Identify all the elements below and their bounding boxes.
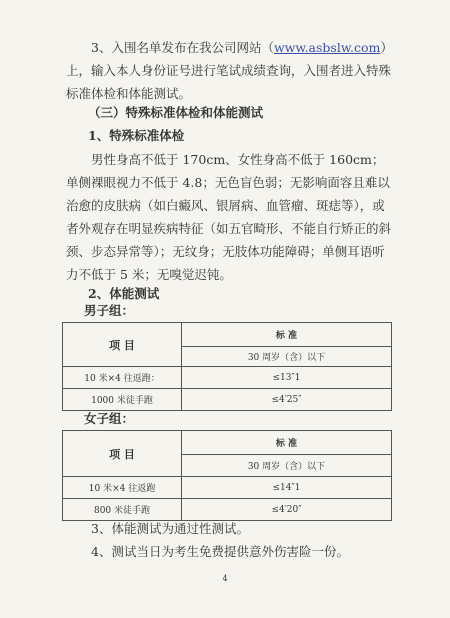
female-col-item: 项 目 <box>63 431 182 477</box>
male-row2-std: ≤4′25″ <box>182 389 392 411</box>
item3b-text: 3、体能测试为通过性测试。 <box>91 521 249 536</box>
item3-paragraph <box>66 36 396 105</box>
male-age-range: 30 周岁（含）以下 <box>182 347 392 367</box>
item3-prefix: 3、入围名单发布在我公司网站（ <box>91 40 274 55</box>
table-row <box>63 389 392 411</box>
sub1-text: 男性身高不低于 170cm、女性身高不低于 160cm；单侧裸眼视力不低于 4.8；无色盲色弱；无影响面容且难以治愈的皮肤病（如白癜风、银屑病、血管瘤、斑痣等），或者外观存在明显疾病特征（如五官畸形、不能自行矫正的斜颈、步态异常等）；无纹身；无肢体功能障碍；单侧耳语听力不低于 5 米；无嗅觉迟钝。 <box>66 152 392 282</box>
website-link[interactable]: www.asbslw.com <box>273 40 381 55</box>
male-col-std: 标 准 <box>182 323 392 347</box>
male-col-item: 项 目 <box>63 323 182 367</box>
table-row <box>63 367 392 389</box>
item3-suffix: ）上，输入本人身份证号进行笔试成绩查询，入围者进入特殊标准体检和体能测试。 <box>66 40 393 101</box>
male-row2-item: 1000 米徒手跑 <box>63 389 182 411</box>
sub2-title: 2、体能测试 <box>88 286 160 301</box>
female-row2-std: ≤4′20″ <box>182 499 392 521</box>
item4-text: 4、测试当日为考生免费提供意外伤害险一份。 <box>91 544 349 559</box>
male-row1-std: ≤13″1 <box>182 367 392 389</box>
sub1-title: 1、特殊标准体检 <box>88 128 185 143</box>
female-age-range: 30 周岁（含）以下 <box>182 455 392 477</box>
male-standard-table <box>62 322 392 411</box>
male-row1-item: 10 米×4 往返跑： <box>63 367 182 389</box>
female-row1-item: 10 米×4 往返跑 <box>63 477 182 499</box>
female-row2-item: 800 米徒手跑 <box>63 499 182 521</box>
page-number: 4 <box>222 574 228 583</box>
male-group-label: 男子组： <box>84 303 135 318</box>
female-row1-std: ≤14″1 <box>182 477 392 499</box>
female-standard-table <box>62 430 392 521</box>
table-row <box>63 477 392 499</box>
female-group-label: 女子组： <box>84 411 135 426</box>
female-col-std: 标 准 <box>182 431 392 455</box>
section3-title: （三）特殊标准体检和体能测试 <box>88 105 264 120</box>
